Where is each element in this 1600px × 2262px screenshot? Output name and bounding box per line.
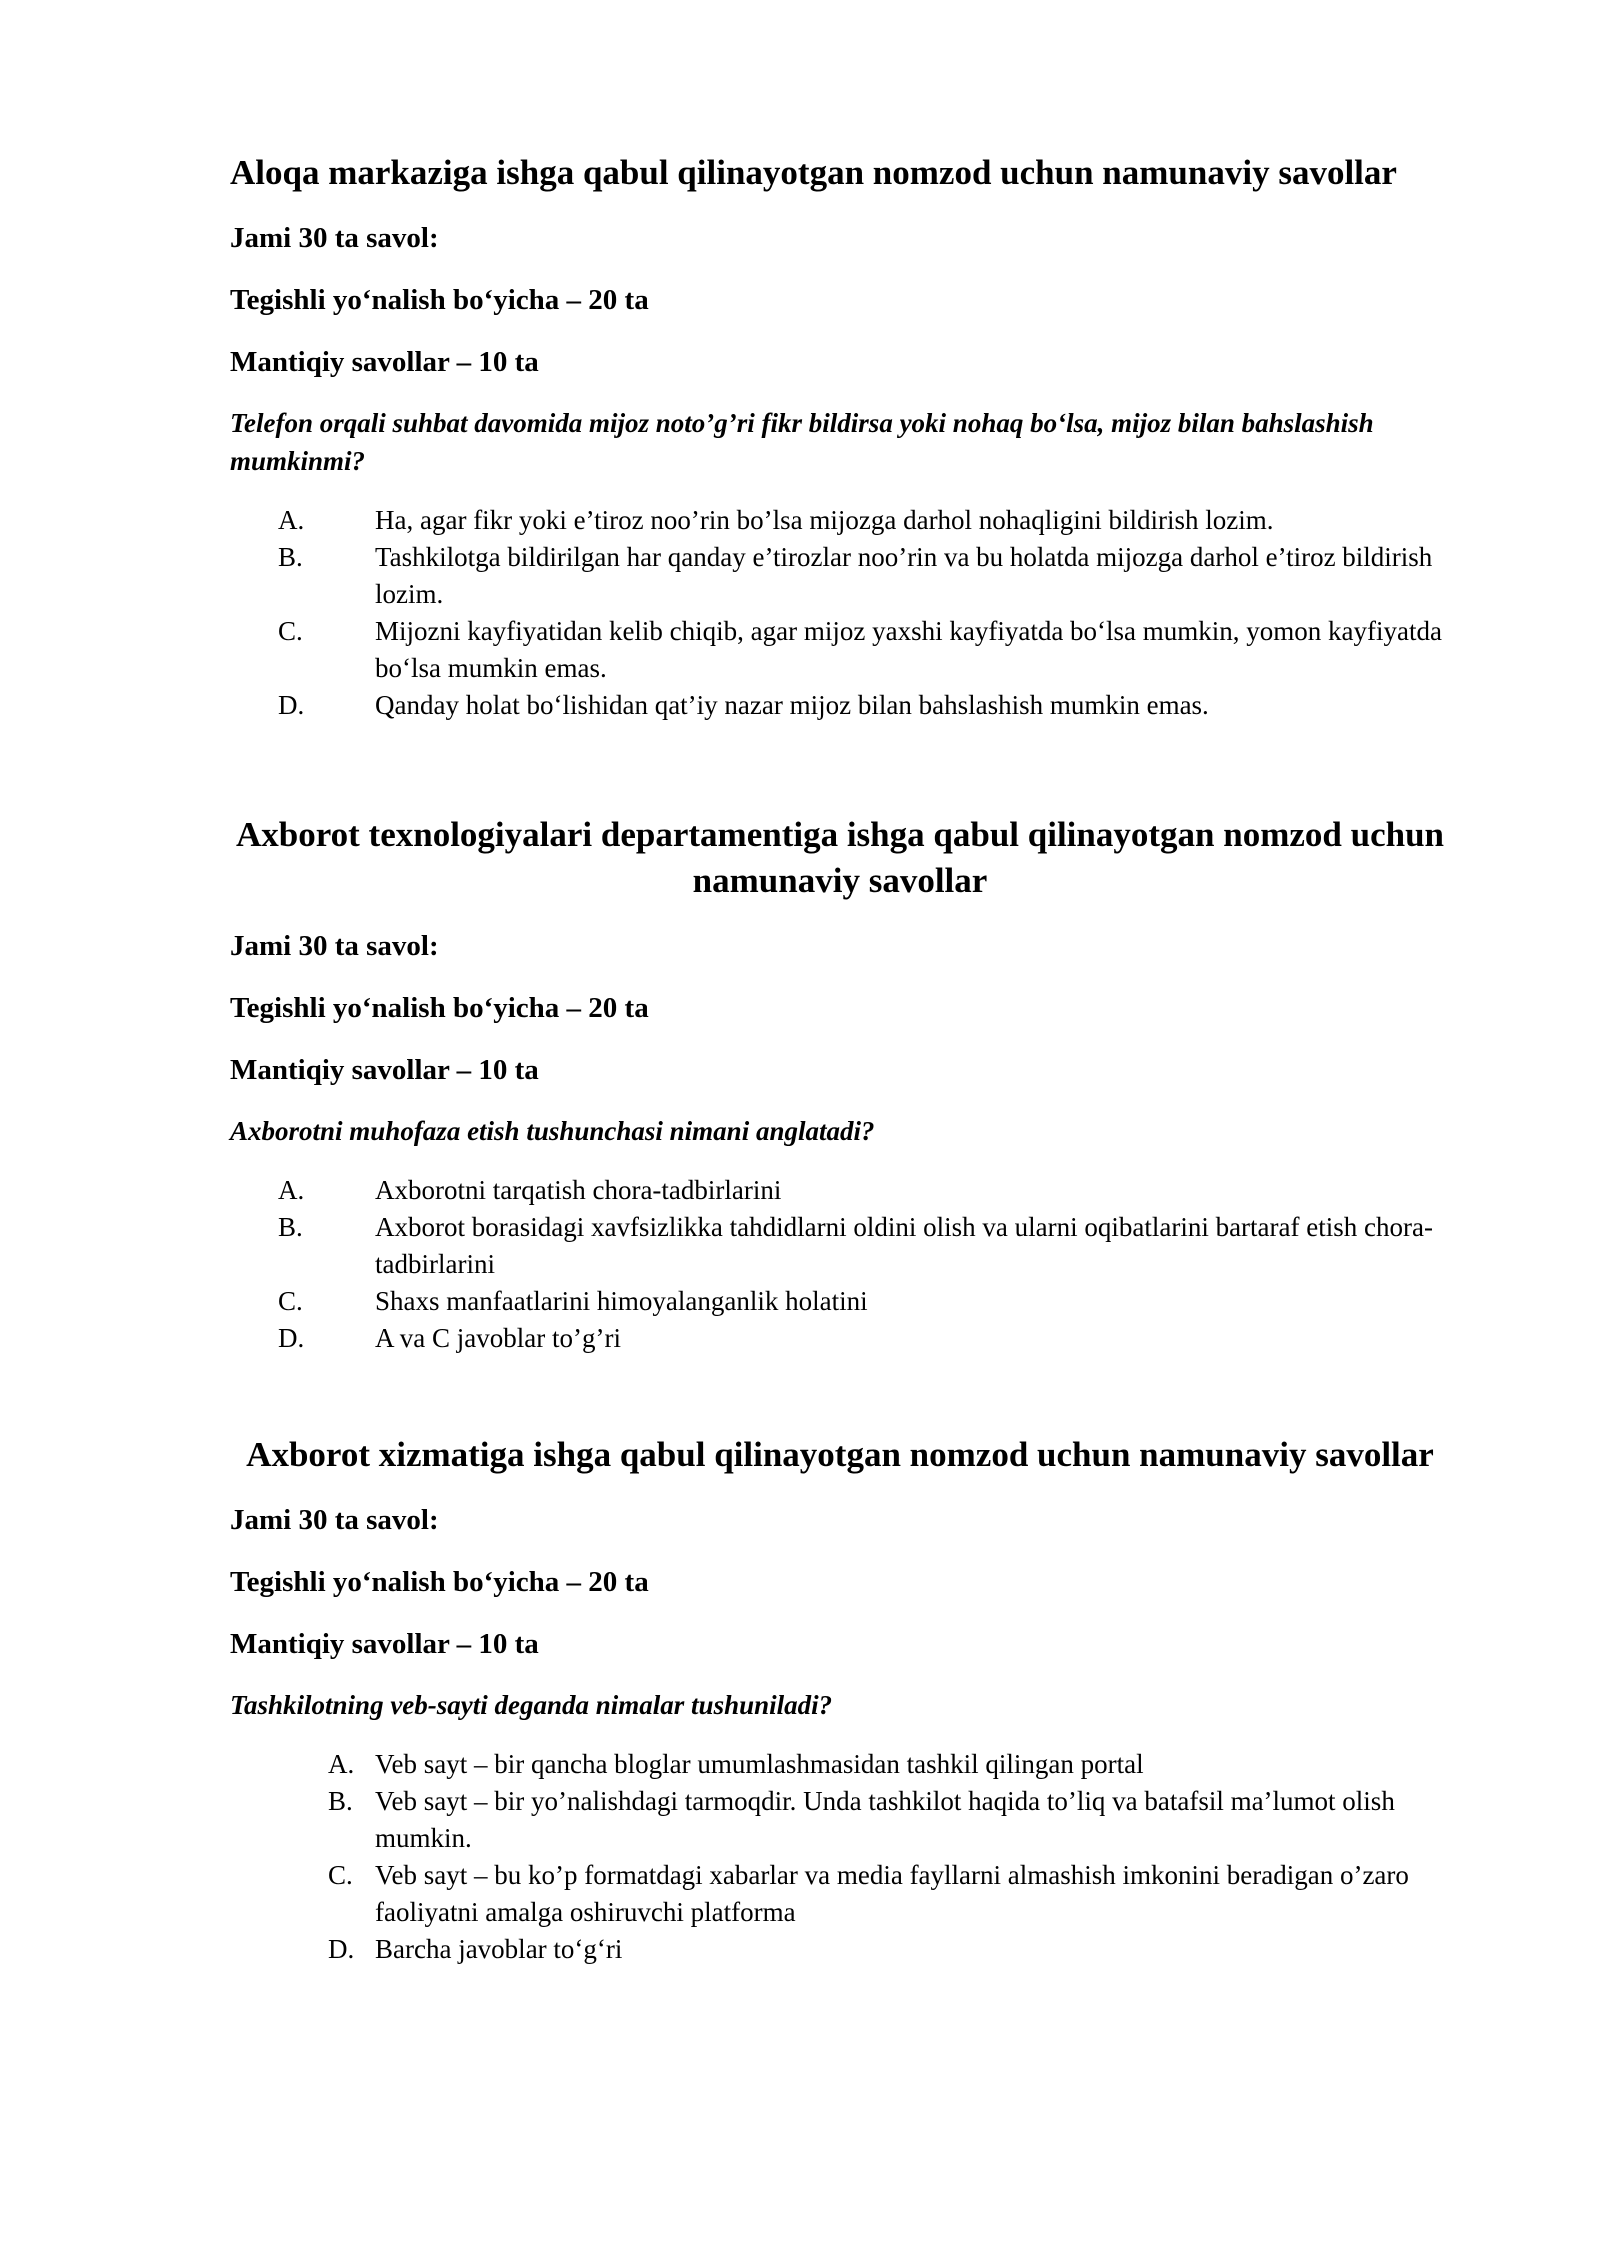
answer-option [278, 539, 1500, 613]
option-letter: A. [278, 1175, 305, 1205]
option-text: Veb sayt – bir yo’nalishdagi tarmoqdir. Unda tashkilot haqida to’liq va batafsil ma’lumot olish mumkin. [375, 1786, 1395, 1853]
sample-question: Telefon orqali suhbat davomida mijoz noto’g’ri fikr bildirsa yoki nohaq bo‘lsa, mijoz bilan bahslashish mumkinmi? [230, 408, 1374, 476]
option-text: Barcha javoblar to‘g‘ri [375, 1934, 623, 1964]
answer-option [278, 502, 1500, 539]
answer-option [278, 687, 1500, 724]
section-title: Axborot xizmatiga ishga qabul qilinayotgan nomzod uchun namunaviy savollar [246, 1435, 1434, 1474]
option-letter: B. [278, 1212, 303, 1242]
answer-option [328, 1746, 1495, 1783]
option-text: Tashkilotga bildirilgan har qanday e’tirozlar noo’rin va bu holatda mijozga darhol e’tiroz bildirish lozim. [375, 542, 1433, 609]
option-letter: B. [278, 542, 303, 572]
answer-options [230, 1746, 1500, 1968]
answer-option [278, 1320, 1500, 1357]
total-questions: Jami 30 ta savol: [230, 1504, 439, 1536]
sample-question: Axborotni muhofaza etish tushunchasi nimani anglatadi? [230, 1116, 875, 1146]
option-letter: A. [328, 1749, 355, 1779]
option-text: Ha, agar fikr yoki e’tiroz noo’rin bo’lsa mijozga darhol nohaqligini bildirish lozim. [375, 505, 1274, 535]
option-letter: C. [278, 616, 303, 646]
total-questions: Jami 30 ta savol: [230, 222, 439, 254]
logical-questions: Mantiqiy savollar – 10 ta [230, 1054, 539, 1086]
answer-option [278, 1209, 1500, 1283]
option-text: Mijozni kayfiyatidan kelib chiqib, agar mijoz yaxshi kayfiyatda bo‘lsa mumkin, yomon kayfiyatda bo‘lsa mumkin emas. [375, 616, 1442, 683]
section-contact-center [230, 150, 1500, 724]
option-letter: A. [278, 505, 305, 535]
option-letter: C. [328, 1860, 353, 1890]
option-letter: C. [278, 1286, 303, 1316]
answer-option [328, 1857, 1495, 1931]
option-letter: D. [278, 1323, 305, 1353]
section-information-service [230, 1432, 1500, 1968]
option-letter: D. [328, 1934, 355, 1964]
option-text: Axborotni tarqatish chora-tadbirlarini [375, 1175, 782, 1205]
option-text: Veb sayt – bir qancha bloglar umumlashmasidan tashkil qilingan portal [375, 1749, 1144, 1779]
section-title: Aloqa markaziga ishga qabul qilinayotgan nomzod uchun namunaviy savollar [230, 153, 1397, 192]
answer-option [328, 1783, 1495, 1857]
option-text: Veb sayt – bu ko’p formatdagi xabarlar va media fayllarni almashish imkonini beradigan o’zaro faoliyatni amalga oshiruvchi platforma [375, 1860, 1409, 1927]
option-text: A va C javoblar to’g’ri [375, 1323, 621, 1353]
section-it-department [230, 812, 1500, 1357]
total-questions: Jami 30 ta savol: [230, 930, 439, 962]
answer-options [230, 502, 1500, 724]
option-text: Shaxs manfaatlarini himoyalanganlik holatini [375, 1286, 868, 1316]
answer-options [230, 1172, 1500, 1357]
option-text: Axborot borasidagi xavfsizlikka tahdidlarni oldini olish va ularni oqibatlarini bartaraf etish chora-tadbirlarini [375, 1212, 1433, 1279]
sample-question: Tashkilotning veb-sayti deganda nimalar tushuniladi? [230, 1690, 833, 1720]
relevant-questions: Tegishli yo‘nalish bo‘yicha – 20 ta [230, 992, 649, 1024]
logical-questions: Mantiqiy savollar – 10 ta [230, 346, 539, 378]
option-text: Qanday holat bo‘lishidan qat’iy nazar mijoz bilan bahslashish mumkin emas. [375, 690, 1209, 720]
logical-questions: Mantiqiy savollar – 10 ta [230, 1628, 539, 1660]
answer-option [278, 1172, 1500, 1209]
answer-option [278, 613, 1500, 687]
relevant-questions: Tegishli yo‘nalish bo‘yicha – 20 ta [230, 1566, 649, 1598]
option-letter: B. [328, 1786, 353, 1816]
section-title: Axborot texnologiyalari departamentiga ishga qabul qilinayotgan nomzod uchun namunaviy savollar [236, 815, 1444, 900]
option-letter: D. [278, 690, 305, 720]
relevant-questions: Tegishli yo‘nalish bo‘yicha – 20 ta [230, 284, 649, 316]
answer-option [328, 1931, 1495, 1968]
answer-option [278, 1283, 1500, 1320]
